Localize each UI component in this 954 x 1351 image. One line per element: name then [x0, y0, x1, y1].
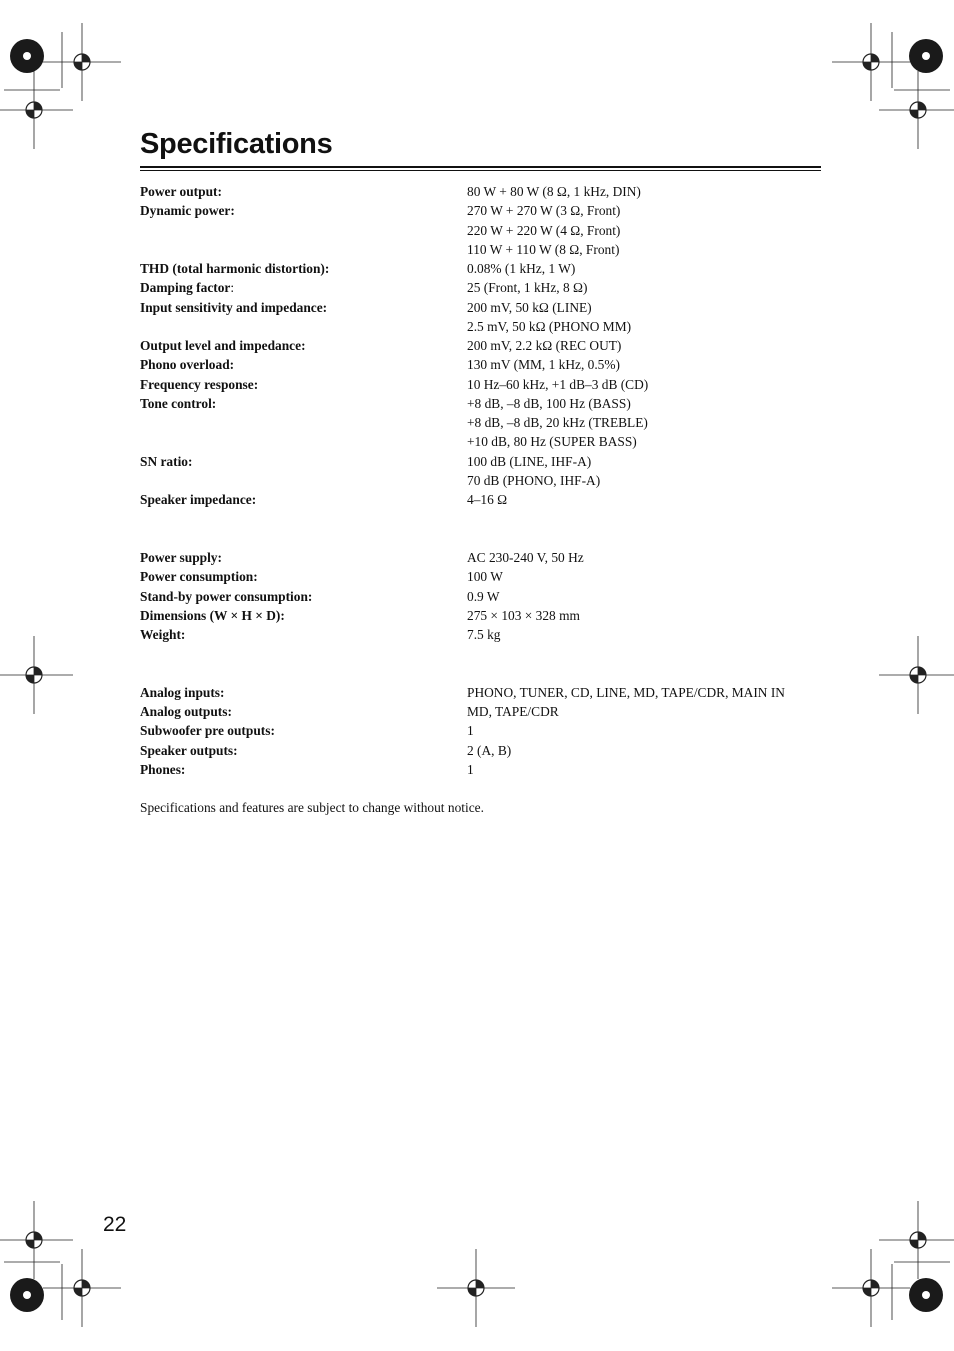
- registration-cross-icon: [832, 23, 910, 101]
- spec-value: +8 dB, –8 dB, 20 kHz (TREBLE): [467, 415, 648, 431]
- registration-cross-icon: [879, 636, 954, 714]
- registration-cross-icon: [0, 636, 73, 714]
- spec-value: 200 mV, 2.2 kΩ (REC OUT): [467, 338, 622, 354]
- title-rule: [140, 166, 821, 168]
- spec-row: [140, 490, 830, 509]
- spec-row: [140, 221, 830, 240]
- spec-row: [140, 760, 830, 779]
- color-wheel-icon: [10, 1278, 44, 1312]
- spec-row: [140, 394, 830, 413]
- spec-value: 0.08% (1 kHz, 1 W): [467, 261, 576, 277]
- spec-value: 1: [467, 723, 474, 739]
- spec-label: Analog outputs:: [140, 704, 232, 720]
- spec-row: [140, 240, 830, 259]
- spec-row: [140, 683, 830, 702]
- registration-cross-icon: [43, 1249, 121, 1327]
- color-wheel-icon: [909, 1278, 943, 1312]
- spec-row: [140, 721, 830, 740]
- spec-value: +10 dB, 80 Hz (SUPER BASS): [467, 434, 637, 450]
- spec-row: [140, 432, 830, 451]
- spec-label: SN ratio:: [140, 453, 193, 469]
- group-spacer: [140, 644, 830, 683]
- spec-label: THD (total harmonic distortion):: [140, 261, 330, 277]
- spec-label: Phono overload:: [140, 357, 235, 373]
- spec-label: Frequency response:: [140, 376, 259, 392]
- spec-value: +8 dB, –8 dB, 100 Hz (BASS): [467, 395, 631, 411]
- spec-row: [140, 548, 830, 567]
- spec-label-suffix: :: [230, 280, 235, 296]
- spec-row: [140, 567, 830, 586]
- registration-cross-icon: [879, 71, 954, 149]
- spec-label: Stand-by power consumption:: [140, 588, 313, 604]
- spec-label: Power output:: [140, 184, 222, 199]
- spec-row: [140, 702, 830, 721]
- spec-value: AC 230-240 V, 50 Hz: [467, 550, 584, 566]
- spec-row: [140, 182, 830, 201]
- spec-label: Input sensitivity and impedance:: [140, 299, 328, 315]
- footnote: Specifications and features are subject to change without notice.: [140, 800, 484, 815]
- registration-cross-icon: [43, 23, 121, 101]
- spec-value: 0.9 W: [467, 588, 500, 604]
- spec-label: Weight:: [140, 627, 186, 643]
- spec-value: 220 W + 220 W (4 Ω, Front): [467, 222, 621, 238]
- registration-cross-icon: [832, 1249, 910, 1327]
- spec-value: 7.5 kg: [467, 627, 501, 643]
- spec-row: [140, 471, 830, 490]
- spec-label: Speaker impedance:: [140, 492, 257, 508]
- spec-value: 275 × 103 × 328 mm: [467, 607, 580, 623]
- spec-label: Speaker outputs:: [140, 742, 238, 758]
- spec-value: 130 mV (MM, 1 kHz, 0.5%): [467, 357, 620, 373]
- spec-value: MD, TAPE/CDR: [467, 704, 559, 720]
- registration-cross-icon: [879, 1201, 954, 1279]
- spec-label: Power consumption:: [140, 569, 258, 585]
- title-rule-thin: [140, 170, 821, 171]
- page-title: Specifications: [140, 128, 333, 160]
- spec-value: 70 dB (PHONO, IHF-A): [467, 472, 601, 488]
- spec-row: [140, 741, 830, 760]
- spec-label: Power supply:: [140, 550, 222, 566]
- spec-label: Analog inputs:: [140, 684, 225, 700]
- page-number: 22: [103, 1213, 127, 1236]
- spec-value: 270 W + 270 W (3 Ω, Front): [467, 203, 621, 219]
- spec-value: 110 W + 110 W (8 Ω, Front): [467, 241, 620, 257]
- spec-value: 25 (Front, 1 kHz, 8 Ω): [467, 280, 588, 296]
- spec-row: [140, 336, 830, 355]
- spec-row: [140, 278, 830, 297]
- spec-row: [140, 625, 830, 644]
- spec-value: 80 W + 80 W (8 Ω, 1 kHz, DIN): [467, 184, 641, 199]
- spec-label: Dimensions (W × H × D):: [140, 607, 285, 623]
- spec-label: Damping factor:: [140, 280, 235, 296]
- spec-row: [140, 298, 830, 317]
- spec-label: Output level and impedance:: [140, 338, 306, 354]
- spec-label: Subwoofer pre outputs:: [140, 723, 275, 739]
- spec-value: 100 W: [467, 569, 503, 585]
- spec-value: 200 mV, 50 kΩ (LINE): [467, 299, 592, 315]
- spec-value: PHONO, TUNER, CD, LINE, MD, TAPE/CDR, MAIN IN: [467, 684, 785, 700]
- spec-value: 1: [467, 761, 474, 777]
- group-spacer: [140, 510, 830, 549]
- spec-row: [140, 413, 830, 432]
- spec-row: [140, 452, 830, 471]
- spec-label: Dynamic power:: [140, 203, 235, 219]
- spec-value: 4–16 Ω: [467, 492, 508, 508]
- color-wheel-icon: [909, 39, 943, 73]
- spec-row: [140, 201, 830, 220]
- spec-row: [140, 355, 830, 374]
- spec-row: [140, 375, 830, 394]
- spec-value: 2 (A, B): [467, 742, 512, 758]
- spec-value: 100 dB (LINE, IHF-A): [467, 453, 592, 469]
- spec-label: Phones:: [140, 761, 186, 777]
- spec-label: Tone control:: [140, 395, 217, 411]
- registration-cross-icon: [437, 1249, 515, 1327]
- spec-row: [140, 587, 830, 606]
- spec-row: [140, 606, 830, 625]
- specifications-table: [140, 182, 830, 779]
- spec-value: 2.5 mV, 50 kΩ (PHONO MM): [467, 318, 632, 334]
- spec-value: 10 Hz–60 kHz, +1 dB–3 dB (CD): [467, 376, 649, 392]
- spec-row: [140, 259, 830, 278]
- color-wheel-icon: [10, 39, 44, 73]
- spec-row: [140, 317, 830, 336]
